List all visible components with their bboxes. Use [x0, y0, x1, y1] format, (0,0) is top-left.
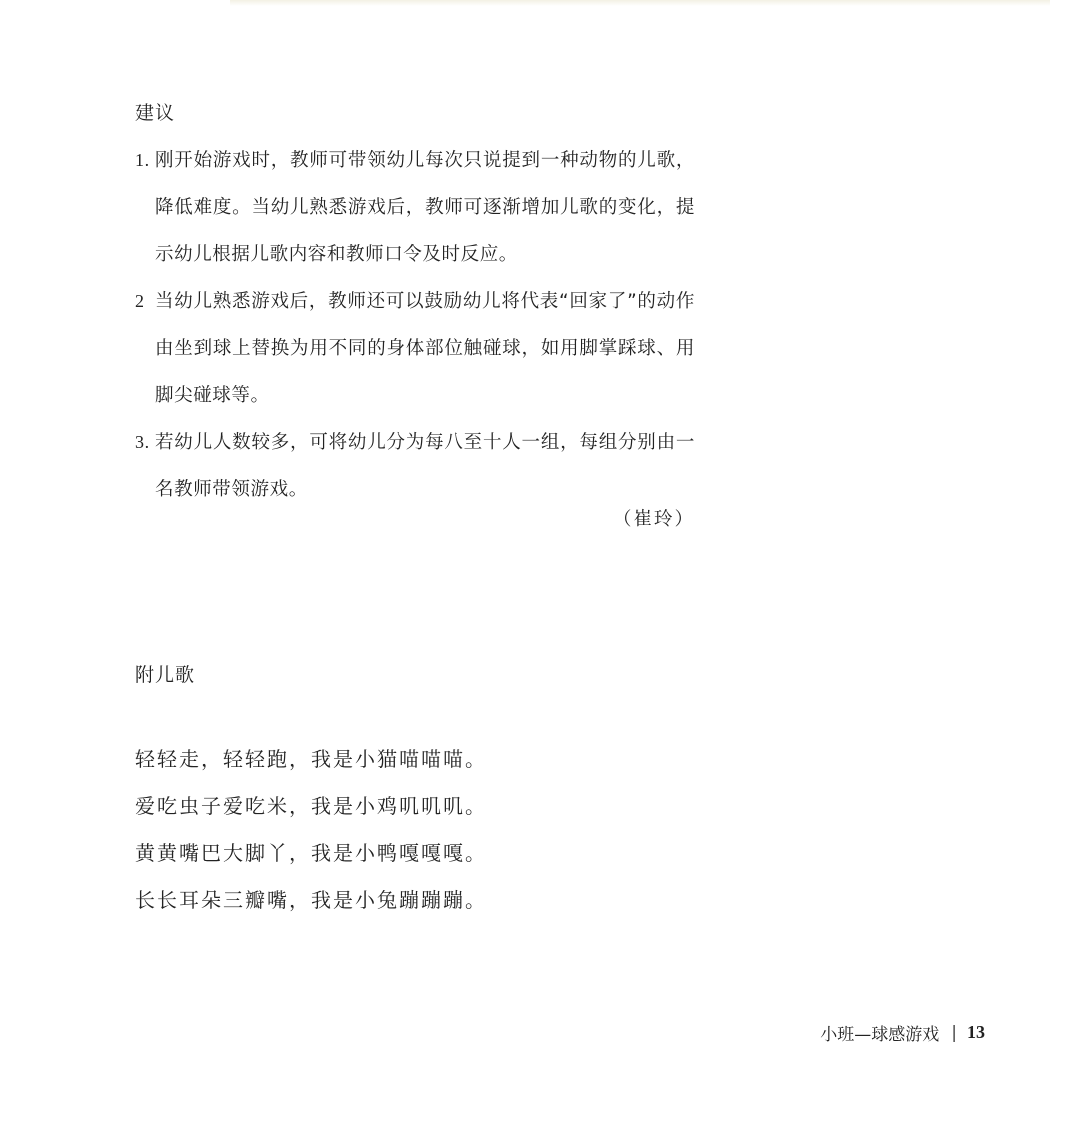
page-footer — [820, 1020, 985, 1045]
page-edge-shadow — [230, 0, 1050, 6]
item-text: 若幼儿人数较多，可将幼儿分为每八至十人一组，每组分别由一名教师带领游戏。 — [155, 432, 695, 500]
list-item — [135, 278, 695, 419]
item-text: 当幼儿熟悉游戏后，教师还可以鼓励幼儿将代表“回家了”的动作由坐到球上替换为用不同的身体部位触碰球，如用脚掌踩球、用脚尖碰球等。 — [155, 291, 695, 406]
item-number: 2 — [135, 291, 145, 311]
rhyme-line: 长长耳朵三瓣嘴，我是小兔蹦蹦蹦。 — [135, 888, 487, 912]
item-text: 刚开始游戏时，教师可带领幼儿每次只说提到一种动物的儿歌，降低难度。当幼儿熟悉游戏后，教师可逐渐增加儿歌的变化，提示幼儿根据儿歌内容和教师口令及时反应。 — [155, 150, 695, 265]
suggestions-list — [135, 137, 695, 513]
list-item — [135, 137, 695, 278]
rhyme-line: 爱吃虫子爱吃米，我是小鸡叽叽叽。 — [135, 794, 487, 818]
footer-separator: | — [951, 1022, 957, 1043]
rhyme-line: 黄黄嘴巴大脚丫，我是小鸭嘎嘎嘎。 — [135, 841, 487, 865]
page-number: 13 — [967, 1022, 985, 1042]
rhyme-heading: 附儿歌 — [135, 664, 196, 686]
nursery-rhyme — [135, 736, 487, 924]
item-number: 3. — [135, 432, 150, 452]
footer-section-title: 小班—球感游戏 — [820, 1025, 940, 1045]
author-credit: （崔玲） — [612, 509, 695, 530]
rhyme-line: 轻轻走，轻轻跑，我是小猫喵喵喵。 — [135, 747, 487, 771]
list-item — [135, 419, 695, 513]
item-number: 1. — [135, 150, 150, 170]
suggestions-heading: 建议 — [135, 102, 176, 124]
